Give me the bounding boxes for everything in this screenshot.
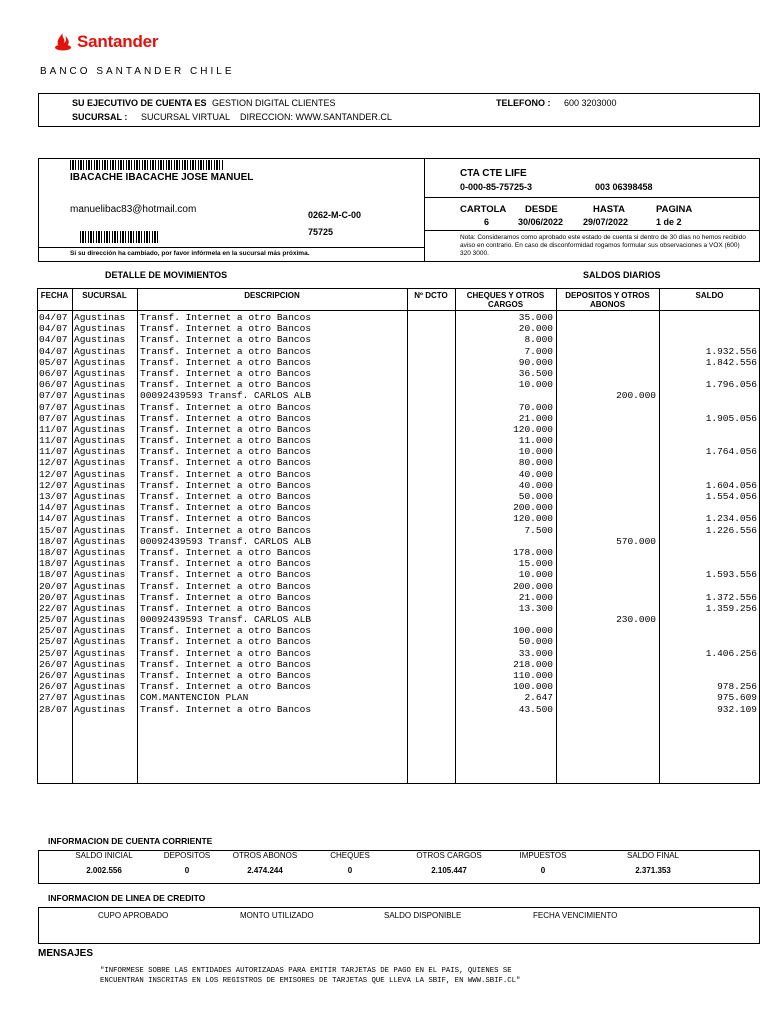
ejecutivo-label: SU EJECUTIVO DE CUENTA ES <box>72 98 207 108</box>
cargo-cell: 40.000 <box>518 468 553 480</box>
sucursal-cell: Agustinas <box>74 670 126 681</box>
barcode-bottom <box>80 231 160 243</box>
cargo-cell: 10.000 <box>518 446 553 458</box>
abono-cell: 230.000 <box>616 614 656 626</box>
cargo-cell: 15.000 <box>518 558 553 570</box>
cargo-cell: 178.000 <box>513 546 553 558</box>
fecha-cell: 11/07 <box>39 423 68 435</box>
cc-value: 2.371.353 <box>635 866 671 875</box>
abono-cell <box>559 581 656 592</box>
descripcion-cell: Transf. Internet a otro Bancos <box>140 703 312 715</box>
cc-value: 2.002.556 <box>86 866 122 875</box>
saldo-cell <box>661 536 757 547</box>
header-dcto: Nº DCTO <box>414 291 448 300</box>
hasta-value: 29/07/2022 <box>583 217 629 227</box>
sucursal-cell: Agustinas <box>74 591 126 603</box>
abono-cell <box>559 625 656 636</box>
account-number2: 003 06398458 <box>595 182 653 192</box>
cc-value: 0 <box>540 866 546 875</box>
fecha-cell: 20/07 <box>39 591 68 603</box>
sucursal-cell: Agustinas <box>74 423 126 435</box>
column-abonos <box>559 312 656 715</box>
abono-cell <box>559 704 656 715</box>
saldo-cell <box>661 636 757 647</box>
mensaje-line-1: "INFORMESE SOBRE LAS ENTIDADES AUTORIZADAS PARA EMITIR TARJETAS DE PAGO EN EL PAIS, QUIENES SE <box>100 967 512 975</box>
descripcion-cell: Transf. Internet a otro Bancos <box>140 412 312 424</box>
cc-value: 0 <box>347 866 353 875</box>
cargo-cell: 90.000 <box>518 356 553 368</box>
cc-value: 0 <box>184 866 190 875</box>
sucursal-cell: Agustinas <box>74 535 126 547</box>
saldo-cell: 978.256 <box>717 681 757 693</box>
saldo-cell <box>661 435 757 446</box>
sucursal-cell: Agustinas <box>74 658 126 670</box>
saldo-cell: 1.764.056 <box>705 446 757 458</box>
abono-cell <box>559 648 656 659</box>
cartola-label: CARTOLA <box>460 204 507 215</box>
fecha-cell: 06/07 <box>39 379 68 391</box>
account-note: Nota: Consideramos como aprobado este estado de cuenta si dentro de 30 días no hemos recibido aviso en contrario. En caso de disconformidad rogamos formular sus observaciones a VOX (600) 320 3000. <box>460 234 746 257</box>
column-descripcion <box>140 312 311 715</box>
sucursal-cell: Agustinas <box>74 558 126 570</box>
saldo-cell: 1.932.556 <box>705 345 757 357</box>
sucursal-cell: Agustinas <box>74 703 126 715</box>
descripcion-cell: Transf. Internet a otro Bancos <box>140 435 312 447</box>
fecha-cell: 13/07 <box>39 491 68 502</box>
abono-cell <box>559 525 656 536</box>
sucursal-cell: Agustinas <box>74 502 126 514</box>
cargo-cell: 8.000 <box>524 334 553 346</box>
fecha-cell: 20/07 <box>39 580 68 592</box>
sucursal-cell: Agustinas <box>74 513 126 525</box>
descripcion-cell: Transf. Internet a otro Bancos <box>140 569 312 581</box>
column-fecha <box>39 312 68 715</box>
descripcion-cell: 00092439593 Transf. CARLOS ALB <box>140 390 312 402</box>
cargo-cell: 11.000 <box>518 435 553 447</box>
descripcion-cell: 00092439593 Transf. CARLOS ALB <box>140 535 312 547</box>
cargo-cell: 40.000 <box>518 479 553 491</box>
abono-cell <box>559 413 656 424</box>
fecha-cell: 07/07 <box>39 412 68 424</box>
header-abonos: DEPOSITOS Y OTROS ABONOS <box>565 291 650 309</box>
fecha-cell: 04/07 <box>39 312 68 323</box>
saldo-cell <box>661 547 757 558</box>
fecha-cell: 25/07 <box>39 647 68 659</box>
telefono-label: TELEFONO : <box>496 98 551 108</box>
saldo-cell <box>661 368 757 379</box>
sucursal-cell: Agustinas <box>74 323 126 335</box>
fecha-cell: 14/07 <box>39 513 68 525</box>
saldo-cell: 1.372.556 <box>705 591 757 603</box>
descripcion-cell: Transf. Internet a otro Bancos <box>140 681 312 693</box>
label-saldo-disponible: SALDO DISPONIBLE <box>384 911 462 920</box>
descripcion-cell: Transf. Internet a otro Bancos <box>140 670 312 681</box>
fecha-cell: 12/07 <box>39 468 68 480</box>
fecha-cell: 05/07 <box>39 356 68 368</box>
cargo-cell: 120.000 <box>513 423 553 435</box>
ejecutivo-value: GESTION DIGITAL CLIENTES <box>212 98 336 108</box>
saldo-cell <box>661 625 757 636</box>
fecha-cell: 07/07 <box>39 390 68 402</box>
cargo-cell <box>458 614 553 625</box>
saldo-cell <box>661 502 757 513</box>
client-code2: 75725 <box>308 227 334 237</box>
fecha-cell: 26/07 <box>39 670 68 681</box>
cargo-cell: 10.000 <box>518 569 553 581</box>
column-sucursal <box>74 312 125 715</box>
saldo-cell: 1.359.256 <box>705 602 757 614</box>
cc-label: OTROS ABONOS <box>232 851 298 860</box>
abono-cell <box>559 379 656 390</box>
cargo-cell <box>458 390 553 401</box>
sucursal-cell: Agustinas <box>74 334 126 346</box>
descripcion-cell: Transf. Internet a otro Bancos <box>140 468 312 480</box>
saldo-cell <box>661 323 757 334</box>
cc-label: DEPOSITOS <box>163 851 211 860</box>
logo-text: Santander <box>77 32 159 51</box>
sucursal-cell: Agustinas <box>74 569 126 581</box>
movements-title: DETALLE DE MOVIMIENTOS <box>105 270 228 280</box>
mensajes-title: MENSAJES <box>38 948 94 959</box>
sucursal-label: SUCURSAL : <box>72 112 128 122</box>
header-sucursal: SUCURSAL <box>82 291 127 300</box>
saldo-cell <box>661 402 757 413</box>
header-fecha: FECHA <box>40 291 69 300</box>
cargo-cell: 100.000 <box>513 681 553 693</box>
cargo-cell: 110.000 <box>513 670 553 681</box>
abono-cell <box>559 681 656 692</box>
abono-cell <box>559 513 656 524</box>
client-email: manuelibac83@hotmail.com <box>70 204 197 215</box>
abono-cell <box>559 446 656 457</box>
cargo-cell: 10.000 <box>518 379 553 391</box>
abono-cell <box>559 502 656 513</box>
sucursal-cell: Agustinas <box>74 390 126 402</box>
descripcion-cell: Transf. Internet a otro Bancos <box>140 658 312 670</box>
cargo-cell: 20.000 <box>518 323 553 335</box>
saldo-cell <box>661 659 757 670</box>
abono-cell: 200.000 <box>616 390 656 402</box>
abono-cell <box>559 357 656 368</box>
saldo-cell: 1.593.556 <box>705 569 757 581</box>
desde-value: 30/06/2022 <box>518 217 564 227</box>
abono-cell <box>559 547 656 558</box>
cartola-value: 6 <box>484 217 490 227</box>
barcode-top <box>70 160 224 170</box>
descripcion-cell: Transf. Internet a otro Bancos <box>140 379 312 391</box>
sucursal-cell: Agustinas <box>74 681 126 693</box>
descripcion-cell: Transf. Internet a otro Bancos <box>140 546 312 558</box>
saldo-cell <box>661 390 757 401</box>
label-fecha-vencimiento: FECHA VENCIMIENTO <box>533 911 618 920</box>
descripcion-cell: Transf. Internet a otro Bancos <box>140 446 312 458</box>
descripcion-cell: Transf. Internet a otro Bancos <box>140 591 312 603</box>
abono-cell <box>559 312 656 323</box>
sucursal-cell: Agustinas <box>74 457 126 469</box>
descripcion-cell: Transf. Internet a otro Bancos <box>140 513 312 525</box>
abono-cell <box>559 636 656 647</box>
descripcion-cell: Transf. Internet a otro Bancos <box>140 323 312 335</box>
sucursal-cell: Agustinas <box>74 367 126 379</box>
pagina-label: PAGINA <box>656 204 693 215</box>
label-cupo-aprobado: CUPO APROBADO <box>98 911 169 920</box>
client-name: IBACACHE IBACACHE JOSE MANUEL <box>70 172 254 183</box>
abono-cell <box>559 402 656 413</box>
sucursal-cell: Agustinas <box>74 412 126 424</box>
cargo-cell: 13.300 <box>518 602 553 614</box>
cargo-cell: 50.000 <box>518 491 553 502</box>
fecha-cell: 12/07 <box>39 479 68 491</box>
saldo-cell <box>661 614 757 625</box>
descripcion-cell: Transf. Internet a otro Bancos <box>140 636 312 648</box>
sucursal-cell: Agustinas <box>74 524 126 536</box>
abono-cell <box>559 670 656 681</box>
descripcion-cell: Transf. Internet a otro Bancos <box>140 367 312 379</box>
abono-cell <box>559 603 656 614</box>
cargo-cell: 35.000 <box>518 312 553 323</box>
abono-cell <box>559 491 656 502</box>
desde-label: DESDE <box>525 204 558 215</box>
address-notice: Si su dirección ha cambiado, por favor infórmela en la sucursal más próxima. <box>70 250 310 257</box>
sucursal-value: SUCURSAL VIRTUAL <box>141 112 231 122</box>
descripcion-cell: Transf. Internet a otro Bancos <box>140 580 312 592</box>
descripcion-cell: COM.MANTENCION PLAN <box>140 692 249 704</box>
fecha-cell: 04/07 <box>39 334 68 346</box>
cargo-cell: 2.647 <box>524 692 553 704</box>
cargo-cell: 100.000 <box>513 625 553 637</box>
fecha-cell: 28/07 <box>39 703 68 715</box>
sucursal-cell: Agustinas <box>74 625 126 637</box>
sucursal-cell: Agustinas <box>74 468 126 480</box>
cargo-cell: 33.000 <box>518 647 553 659</box>
saldo-cell: 1.842.556 <box>705 356 757 368</box>
cuenta-corriente-title: INFORMACION DE CUENTA CORRIENTE <box>48 836 213 846</box>
abono-cell: 570.000 <box>616 535 656 547</box>
cargo-cell: 50.000 <box>518 636 553 648</box>
cargo-cell <box>458 536 553 547</box>
fecha-cell: 11/07 <box>39 446 68 458</box>
saldo-cell: 932.109 <box>717 703 757 715</box>
header-cargos: CHEQUES Y OTROS CARGOS <box>466 291 545 309</box>
abono-cell <box>559 480 656 491</box>
fecha-cell: 15/07 <box>39 524 68 536</box>
abono-cell <box>559 334 656 345</box>
sucursal-cell: Agustinas <box>74 614 126 626</box>
abono-cell <box>559 346 656 357</box>
saldo-cell <box>661 424 757 435</box>
fecha-cell: 11/07 <box>39 435 68 447</box>
fecha-cell: 27/07 <box>39 692 68 704</box>
cc-label: CHEQUES <box>330 851 370 860</box>
descripcion-cell: Transf. Internet a otro Bancos <box>140 524 312 536</box>
fecha-cell: 25/07 <box>39 625 68 637</box>
cc-label: SALDO FINAL <box>626 851 679 860</box>
label-monto-utilizado: MONTO UTILIZADO <box>240 911 314 920</box>
header-descripcion: DESCRIPCION <box>244 291 300 300</box>
descripcion-cell: Transf. Internet a otro Bancos <box>140 491 312 502</box>
saldo-cell: 975.609 <box>717 692 757 704</box>
sucursal-cell: Agustinas <box>74 435 126 447</box>
fecha-cell: 14/07 <box>39 502 68 514</box>
abono-cell <box>559 435 656 446</box>
sucursal-cell: Agustinas <box>74 546 126 558</box>
sucursal-cell: Agustinas <box>74 356 126 368</box>
fecha-cell: 04/07 <box>39 345 68 357</box>
abono-cell <box>559 558 656 569</box>
saldo-cell: 1.796.056 <box>705 379 757 391</box>
cc-label: IMPUESTOS <box>519 851 567 860</box>
column-saldo <box>661 312 757 715</box>
saldo-cell: 1.234.056 <box>705 513 757 525</box>
descripcion-cell: Transf. Internet a otro Bancos <box>140 334 312 346</box>
fecha-cell: 25/07 <box>39 636 68 648</box>
direccion-value: DIRECCION: WWW.SANTANDER.CL <box>240 112 392 122</box>
column-cargos <box>458 312 553 715</box>
hasta-label: HASTA <box>593 204 626 215</box>
fecha-cell: 26/07 <box>39 681 68 693</box>
pagina-value: 1 de 2 <box>656 217 682 227</box>
fecha-cell: 04/07 <box>39 323 68 335</box>
mensaje-line-2: ENCUENTRAN INSCRITAS EN LOS REGISTROS DE EMISORES DE TARJETAS QUE LLEVA LA SBIF, EN WWW.SBIF.CL" <box>100 977 521 985</box>
sucursal-cell: Agustinas <box>74 345 126 357</box>
account-type: CTA CTE LIFE <box>460 168 527 179</box>
descripcion-cell: Transf. Internet a otro Bancos <box>140 502 312 514</box>
client-code: 0262-M-C-00 <box>308 210 362 220</box>
cargo-cell: 7.500 <box>524 524 553 536</box>
abono-cell <box>559 569 656 580</box>
descripcion-cell: 00092439593 Transf. CARLOS ALB <box>140 614 312 626</box>
saldo-cell: 1.604.056 <box>705 479 757 491</box>
account-number: 0-000-85-75725-3 <box>460 182 533 192</box>
abono-cell <box>559 592 656 603</box>
sucursal-cell: Agustinas <box>74 491 126 502</box>
sucursal-cell: Agustinas <box>74 580 126 592</box>
cargo-cell: 200.000 <box>513 502 553 514</box>
cargo-cell: 80.000 <box>518 457 553 469</box>
cargo-cell: 7.000 <box>524 345 553 357</box>
cc-value: 2.474.244 <box>247 866 283 875</box>
saldo-cell <box>661 558 757 569</box>
saldo-cell <box>661 670 757 681</box>
descripcion-cell: Transf. Internet a otro Bancos <box>140 647 312 659</box>
fecha-cell: 18/07 <box>39 535 68 547</box>
sucursal-cell: Agustinas <box>74 647 126 659</box>
descripcion-cell: Transf. Internet a otro Bancos <box>140 479 312 491</box>
saldo-cell <box>661 457 757 468</box>
santander-logo <box>53 30 158 54</box>
sucursal-cell: Agustinas <box>74 446 126 458</box>
abono-cell <box>559 457 656 468</box>
descripcion-cell: Transf. Internet a otro Bancos <box>140 602 312 614</box>
fecha-cell: 18/07 <box>39 569 68 581</box>
sucursal-cell: Agustinas <box>74 602 126 614</box>
descripcion-cell: Transf. Internet a otro Bancos <box>140 401 312 413</box>
abono-cell <box>559 368 656 379</box>
saldo-cell <box>661 581 757 592</box>
fecha-cell: 18/07 <box>39 558 68 570</box>
saldo-cell <box>661 334 757 345</box>
cargo-cell: 21.000 <box>518 412 553 424</box>
cargo-cell: 21.000 <box>518 591 553 603</box>
saldo-cell: 1.226.556 <box>705 524 757 536</box>
cargo-cell: 43.500 <box>518 703 553 715</box>
cargo-cell: 120.000 <box>513 513 553 525</box>
saldo-cell <box>661 469 757 480</box>
cc-label: OTROS CARGOS <box>416 851 482 860</box>
sucursal-cell: Agustinas <box>74 479 126 491</box>
cargo-cell: 200.000 <box>513 580 553 592</box>
telefono-value: 600 3203000 <box>564 98 617 108</box>
abono-cell <box>559 659 656 670</box>
flame-icon <box>53 32 73 52</box>
sucursal-cell: Agustinas <box>74 401 126 413</box>
fecha-cell: 06/07 <box>39 367 68 379</box>
fecha-cell: 12/07 <box>39 457 68 469</box>
descripcion-cell: Transf. Internet a otro Bancos <box>140 356 312 368</box>
linea-credito-title: INFORMACION DE LINEA DE CREDITO <box>48 893 206 903</box>
descripcion-cell: Transf. Internet a otro Bancos <box>140 625 312 637</box>
saldo-cell: 1.554.056 <box>705 491 757 502</box>
cargo-cell: 70.000 <box>518 401 553 413</box>
fecha-cell: 18/07 <box>39 546 68 558</box>
fecha-cell: 22/07 <box>39 602 68 614</box>
abono-cell <box>559 323 656 334</box>
descripcion-cell: Transf. Internet a otro Bancos <box>140 312 312 323</box>
sucursal-cell: Agustinas <box>74 636 126 648</box>
fecha-cell: 26/07 <box>39 658 68 670</box>
saldo-cell: 1.406.256 <box>705 647 757 659</box>
fecha-cell: 25/07 <box>39 614 68 626</box>
bank-name: BANCO SANTANDER CHILE <box>40 66 235 77</box>
abono-cell <box>559 692 656 703</box>
cc-label: SALDO INICIAL <box>75 851 133 860</box>
descripcion-cell: Transf. Internet a otro Bancos <box>140 423 312 435</box>
cargo-cell: 36.500 <box>518 367 553 379</box>
descripcion-cell: Transf. Internet a otro Bancos <box>140 558 312 570</box>
sucursal-cell: Agustinas <box>74 312 126 323</box>
abono-cell <box>559 424 656 435</box>
abono-cell <box>559 469 656 480</box>
saldos-title: SALDOS DIARIOS <box>583 270 661 280</box>
sucursal-cell: Agustinas <box>74 379 126 391</box>
cargo-cell: 218.000 <box>513 658 553 670</box>
cc-value: 2.105.447 <box>431 866 467 875</box>
sucursal-cell: Agustinas <box>74 692 126 704</box>
header-saldo: SALDO <box>695 291 724 300</box>
descripcion-cell: Transf. Internet a otro Bancos <box>140 457 312 469</box>
fecha-cell: 07/07 <box>39 401 68 413</box>
saldo-cell: 1.905.056 <box>705 412 757 424</box>
saldo-cell <box>661 312 757 323</box>
descripcion-cell: Transf. Internet a otro Bancos <box>140 345 312 357</box>
